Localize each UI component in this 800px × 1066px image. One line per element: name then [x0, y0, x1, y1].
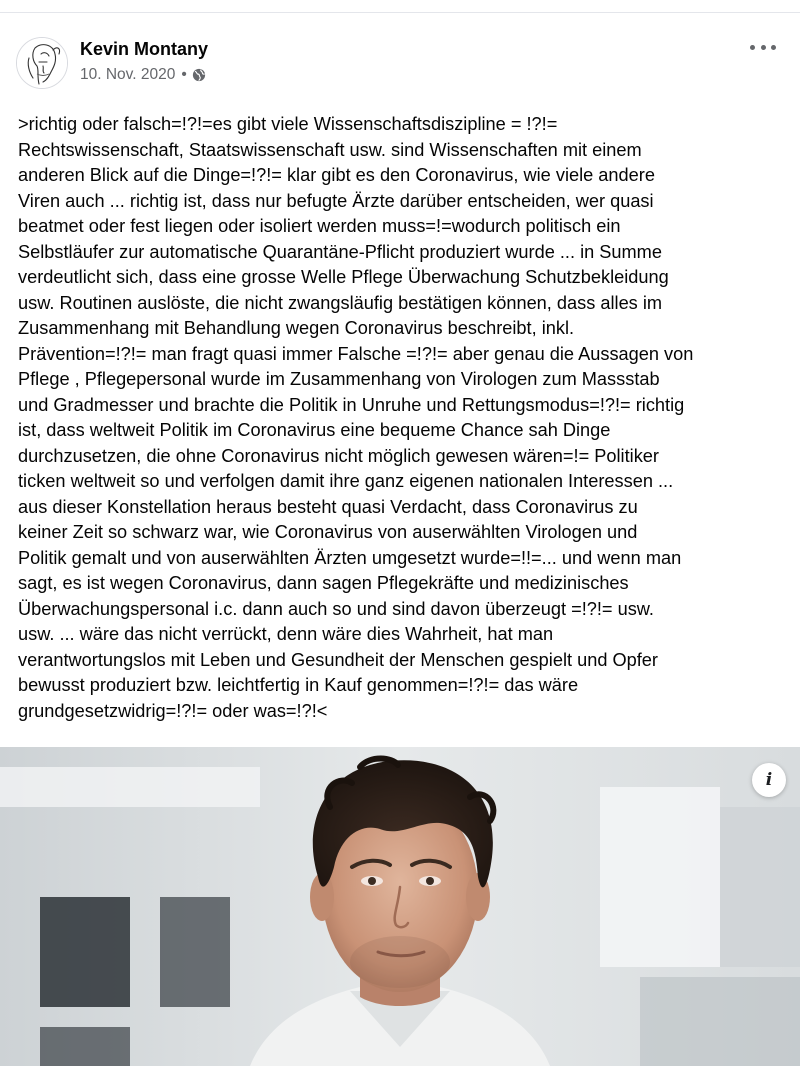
post-photo[interactable] [0, 747, 800, 1066]
top-divider [0, 0, 800, 13]
info-icon: i [765, 770, 773, 790]
ellipsis-icon[interactable] [750, 41, 776, 53]
avatar-sketch-icon [17, 38, 68, 89]
info-button[interactable] [752, 763, 786, 797]
ellipsis-dot [750, 45, 755, 50]
feed-post [0, 13, 800, 1066]
avatar[interactable] [16, 37, 68, 89]
meta-separator: • [181, 66, 187, 83]
author-name[interactable]: Kevin Montany [80, 39, 209, 59]
post-text: >richtig oder falsch=!?!=es gibt viele Wissenschaftsdiszipline = !?!= Rechtswissenschaft, Staatswissenschaft usw. sind Wissenschaften mit einem anderen Blick auf die Dinge=!?!= klar gibt es den Coronavirus, wie viele andere Viren auch ... richtig ist, dass nur befugte Ärzte darüber entscheiden, wer quasi beatmet oder fest liegen oder isoliert werden muss=!=wodurch politisch ein Selbstläufer zur automatische Quarantäne-Pflicht produziert wurde ... in Summe verdeutlicht sich, dass eine grosse Welle Pflege Überwachung Schutzbekleidung usw. Routinen auslöste, die nicht zwangsläufig bestätigen können, dass alles im Zusammenhang mit Behandlung wegen Coronavirus beschreibt, inkl. Prävention=!?!= man fragt quasi immer Falsche =!?!= aber genau die Aussagen von Pflege , Pflegepersonal wurde im Zusammenhang von Virologen zum Massstab und Gradmesser und brachte die Politik in Unruhe und Rettungsmodus=!?!= richtig ist, dass weltweit Politik im Coronavirus eine bequeme Chance sah Dinge durchzusetzen, die ohne Coronavirus nicht möglich gewesen wären=!= Politiker ticken weltweit so und verfolgen damit ihre ganz eigenen nationalen Interessen ... aus dieser Konstellation heraus besteht quasi Verdacht, dass Coronavirus zu keiner Zeit so schwarz war, wie Coronavirus von auserwählten Virologen und Politik gemalt und von auserwählten Ärzten umgesetzt wurde=!!=... und wenn man sagt, es ist wegen Coronavirus, dann sagen Pflegekräfte und medizinisches Überwachungspersonal i.c. dann auch so und sind davon überzeugt =!?!= usw. usw. ... wäre das nicht verrückt, denn wäre dies Wahrheit, hat man verantwortungslos mit Leben und Gesundheit der Menschen gespielt und Opfer bewusst produziert bzw. leichtfertig in Kauf genommen=!?!= das wäre grundgesetzwidrig=!?!= oder was=!?!< [18, 114, 694, 721]
ellipsis-dot [761, 45, 766, 50]
post-meta [80, 66, 206, 84]
post-header [0, 13, 800, 93]
portrait-image [0, 747, 800, 1066]
post-date[interactable]: 10. Nov. 2020 [80, 66, 176, 83]
globe-icon[interactable] [192, 68, 206, 82]
ellipsis-dot [771, 45, 776, 50]
